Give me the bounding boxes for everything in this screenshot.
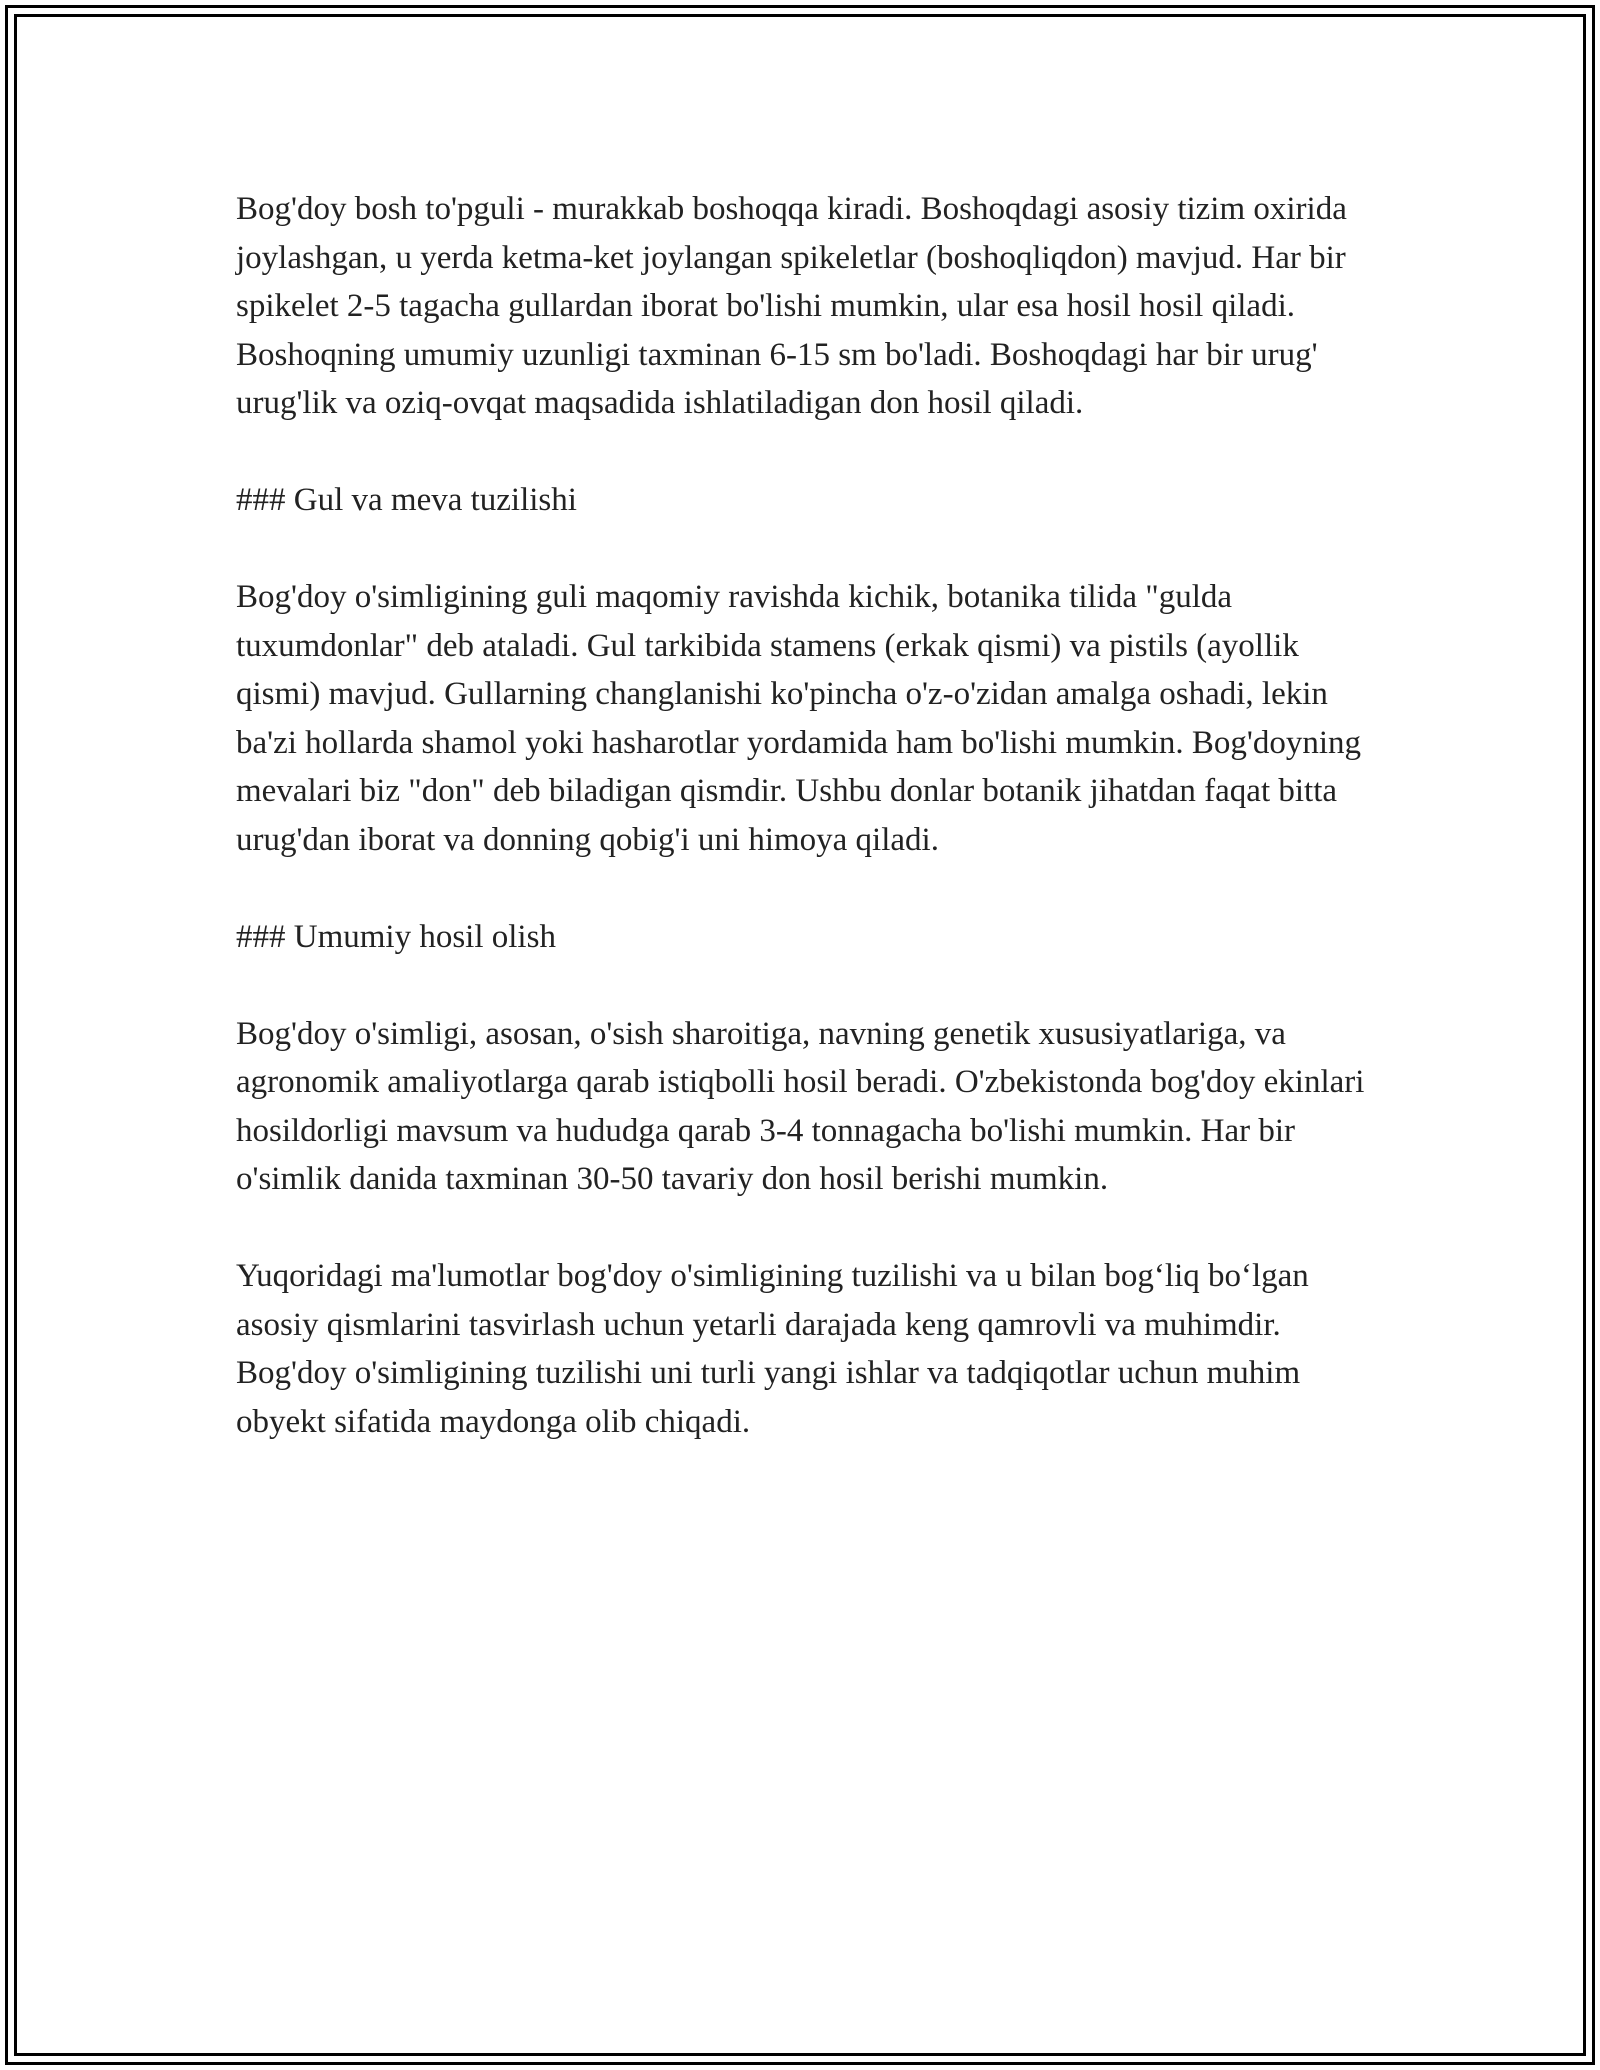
paragraph-flower-and-fruit: Bog'doy o'simligining guli maqomiy ravishda kichik, botanika tilida "gulda tuxumdonlar" deb ataladi. Gul tarkibida stamens (erkak qismi) va pistils (ayollik qismi) mavjud. Gullarning changlanishi ko'pincha o'z-o'zidan amalga oshadi, lekin ba'zi hollarda shamol yoki hasharotlar yordamida ham bo'lishi mumkin. Bog'doyning mevalari biz "don" deb biladigan qismdir. Ushbu donlar botanik jihatdan faqat bitta urug'dan iborat va donning qobig'i uni himoya qiladi.: [236, 579, 1361, 858]
heading-overall-yield: ### Umumiy hosil olish: [236, 918, 556, 955]
paragraph-spike-structure: Bog'doy bosh to'pguli - murakkab boshoqqa kiradi. Boshoqdagi asosiy tizim oxirida joylashgan, u yerda ketma-ket joylangan spikeletlar (boshoqliqdon) mavjud. Har bir spikelet 2-5 tagacha gullardan iborat bo'lishi mumkin, ular esa hosil hosil qiladi. Boshoqning umumiy uzunligi taxminan 6-15 sm bo'ladi. Boshoqdagi har bir urug' urug'lik va oziq-ovqat maqsadida ishlatiladigan don hosil qiladi.: [236, 191, 1347, 421]
document-body: [236, 185, 1366, 1495]
paragraph-overall-yield: Bog'doy o'simligi, asosan, o'sish sharoitiga, navning genetik xususiyatlariga, va agronomik amaliyotlarga qarab istiqbolli hosil beradi. O'zbekistonda bog'doy ekinlari hosildorligi mavsum va hududga qarab 3-4 tonnagacha bo'lishi mumkin. Har bir o'simlik danida taxminan 30-50 tavariy don hosil berishi mumkin.: [236, 1015, 1365, 1197]
heading-flower-and-fruit: ### Gul va meva tuzilishi: [236, 482, 577, 518]
paragraph-conclusion: Yuqoridagi ma'lumotlar bog'doy o'simligining tuzilishi va u bilan bog‘liq bo‘lgan asosiy qismlarini tasvirlash uchun yetarli darajada keng qamrovli va muhimdir. Bog'doy o'simligining tuzilishi uni turli yangi ishlar va tadqiqotlar uchun muhim obyekt sifatida maydonga olib chiqadi.: [236, 1258, 1309, 1440]
